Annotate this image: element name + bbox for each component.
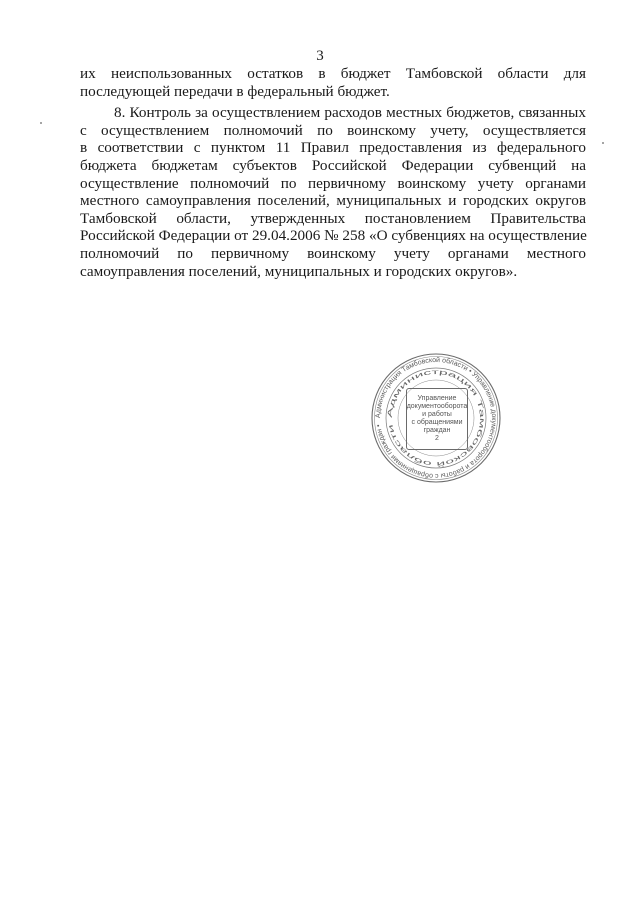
official-stamp [370, 352, 502, 484]
text-line: самоуправления поселений, муниципальных и городских округов». [80, 262, 518, 280]
stamp-inner-ring-text: Администрация Тамбовской области [386, 368, 486, 468]
text-line: 8. Контроль за осуществлением расходов местных бюджетов, связанных [114, 104, 586, 122]
text-line: их неиспользованных остатков в бюджет Тамбовской области для [80, 65, 586, 82]
stamp-center-line: и работы [422, 411, 452, 418]
page-number: 3 [316, 48, 324, 64]
stamp-center [406, 388, 468, 450]
stamp-center-line: граждан [423, 427, 451, 434]
text-line: полномочий по первичному воинскому учету органами местного [80, 244, 586, 262]
text-line: с осуществлением полномочий по воинскому учету, осуществляется [80, 121, 586, 139]
text-line: осуществление полномочий по первичному воинскому учету органами [80, 174, 586, 192]
text-line: бюджета бюджетам субъектов Российской Федерации субвенций на [80, 156, 586, 174]
text-line: Российской Федерации от 29.04.2006 № 258 «О субвенциях на осуществление [80, 227, 587, 245]
stamp-center-line: с обращениями [411, 419, 463, 426]
stamp-center-line: Управление [417, 395, 457, 402]
stamp-outer-ring-text: Администрация Тамбовской области • Управление документооборота и работы с обращениями граждан • [374, 356, 498, 480]
stamp-center-line: 2 [435, 435, 439, 442]
text-line: Тамбовской области, утвержденных постановлением Правительства [80, 209, 586, 227]
text-line: местного самоуправления поселений, муниципальных и городских округов [80, 192, 586, 210]
scan-speck [40, 122, 42, 124]
text-line: последующей передачи в федеральный бюджет. [80, 82, 390, 100]
stamp-center-line: документооборота [406, 403, 468, 410]
scan-speck [602, 142, 604, 144]
text-line: в соответствии с пунктом 11 Правил предоставления из федерального [80, 139, 586, 157]
document-body [80, 65, 586, 280]
